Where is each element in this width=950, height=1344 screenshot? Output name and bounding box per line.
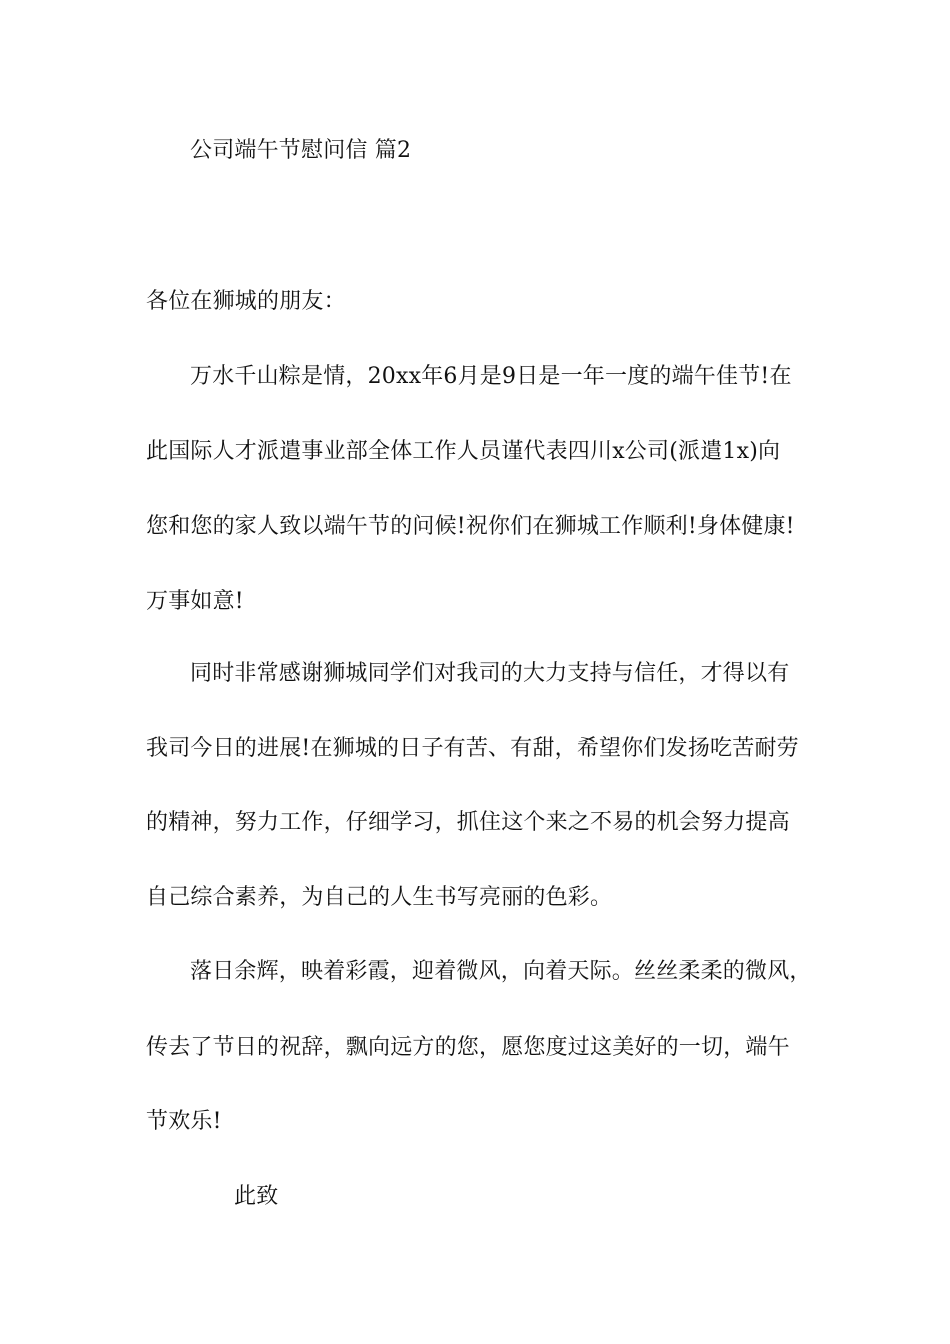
paragraph-2-line-2: 我司今日的进展!在狮城的日子有苦、有甜，希望你们发扬吃苦耐劳 — [146, 736, 799, 761]
paragraph-1-line-2: 此国际人才派遣事业部全体工作人员谨代表四川x公司(派遣1x)向 — [146, 439, 781, 464]
closing: 此致 — [234, 1184, 279, 1209]
document-title: 公司端午节慰问信 篇2 — [190, 138, 412, 163]
paragraph-1-line-4: 万事如意! — [146, 589, 244, 614]
paragraph-3-line-1: 落日余辉，映着彩霞，迎着微风，向着天际。丝丝柔柔的微风， — [190, 959, 812, 984]
paragraph-2-line-3: 的精神，努力工作，仔细学习，抓住这个来之不易的机会努力提高 — [146, 810, 790, 835]
paragraph-1-line-3: 您和您的家人致以端午节的问候!祝你们在狮城工作顺利!身体健康! — [146, 514, 795, 539]
paragraph-1-line-1: 万水千山粽是情，20xx年6月是9日是一年一度的端午佳节!在 — [190, 364, 792, 389]
salutation: 各位在狮城的朋友： — [146, 289, 346, 314]
paragraph-3-line-3: 节欢乐! — [146, 1109, 222, 1134]
paragraph-2-line-4: 自己综合素养，为自己的人生书写亮丽的色彩。 — [146, 885, 613, 910]
paragraph-2-line-1: 同时非常感谢狮城同学们对我司的大力支持与信任，才得以有 — [190, 661, 790, 686]
paragraph-3-line-2: 传去了节日的祝辞，飘向远方的您，愿您度过这美好的一切，端午 — [146, 1035, 790, 1060]
